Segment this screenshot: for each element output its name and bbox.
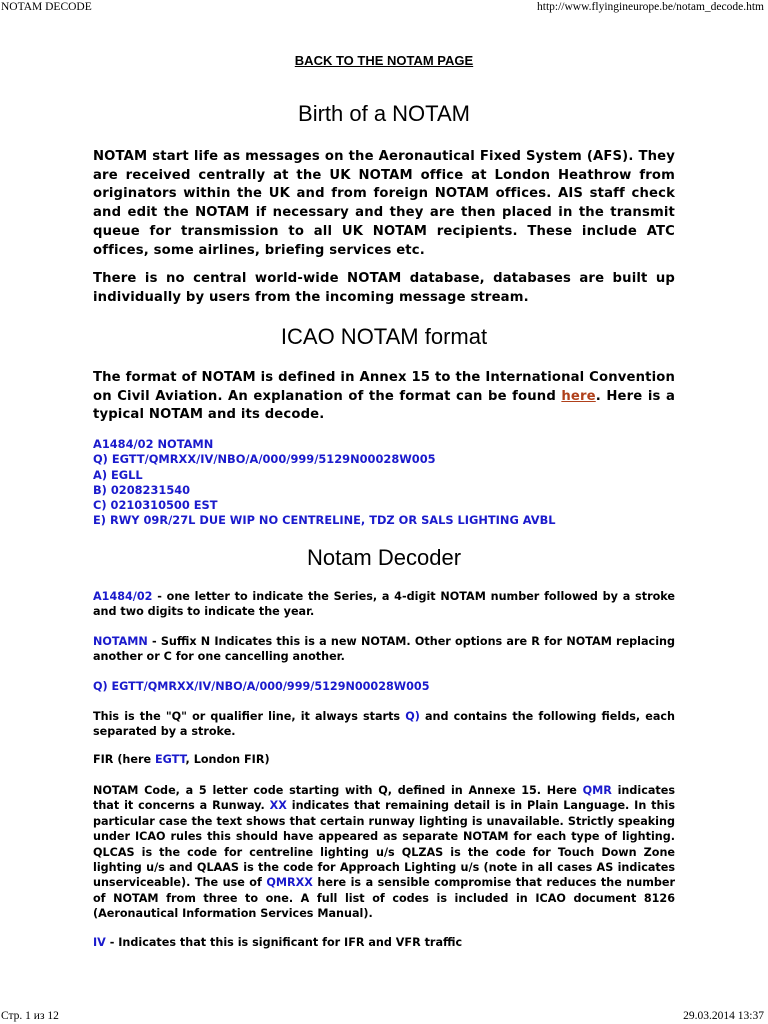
notamn-text: - Suffix N Indicates this is a new NOTAM. Other options are R for NOTAM replacing another or C for one cancelling another.: [93, 635, 675, 664]
birth-paragraph-2: There is no central world-wide NOTAM database, databases are built up individually by users from the incoming message stream.: [93, 271, 675, 305]
code-xx: XX: [269, 799, 287, 813]
decoder-notam-code: [93, 783, 675, 922]
decoder-fir: [93, 752, 675, 767]
notamn-code: NOTAMN: [93, 635, 148, 648]
icao-text-after: . Here is a typical NOTAM and its decode.: [93, 388, 675, 423]
icao-heading: ICAO NOTAM format: [280, 324, 488, 349]
example-notam: [93, 437, 556, 529]
code-part2: indicates that it concerns a Runway.: [93, 784, 675, 813]
fir-part1: FIR (here: [93, 753, 155, 766]
format-here-link[interactable]: here: [561, 388, 596, 404]
back-to-notam-page-link[interactable]: BACK TO THE NOTAM PAGE: [294, 53, 474, 68]
notam-line: A) EGLL: [93, 467, 143, 482]
notam-line: C) 0210310500 EST: [93, 498, 218, 513]
notam-line: A1484/02 NOTAMN: [93, 437, 214, 451]
decoder-q-description: [93, 709, 675, 740]
code-part4: here is a sensible compromise that reduces the number of NOTAM from three to one. A full list of codes is included in ICAO document 8126 (Aeronautical Information Services Manual).: [93, 876, 675, 921]
notam-line: E) RWY 09R/27L DUE WIP NO CENTRELINE, TDZ OR SALS LIGHTING AVBL: [93, 513, 556, 528]
decoder-iv: [93, 935, 675, 950]
code-part3: indicates that remaining detail is in Plain Language. In this particular case the text shows that certain runway lighting is unavailable. Strictly speaking under ICAO rules this should have appeared as separate NOTAM for each type of lighting. QLCAS is the code for centreline lighting u/s QLZAS is the code for Touch Down Zone lighting u/s and QLAAS is the code for Approach Lighting u/s (note in all cases AS indicates unserviceable). The use of: [93, 799, 675, 890]
q-desc-part2: and contains the following fields, each separated by a stroke.: [93, 710, 675, 739]
icao-text-before: The format of NOTAM is defined in Annex 15 to the International Convention on Civil Aviation. An explanation of the format can be found: [93, 370, 675, 404]
decoder-q-line: Q) EGTT/QMRXX/IV/NBO/A/000/999/5129N00028W005: [93, 680, 430, 693]
print-footer-datetime: 29.03.2014 13:37: [683, 1010, 764, 1022]
decoder-notamn: [93, 634, 675, 665]
q-desc-code: Q): [405, 710, 420, 723]
fir-code: EGTT: [154, 753, 186, 766]
print-header-title: NOTAM DECODE: [1, 1, 92, 13]
decoder-series: [93, 589, 675, 620]
series-text: - one letter to indicate the Series, a 4-digit NOTAM number followed by a stroke and two digits to indicate the year.: [93, 590, 675, 619]
iv-text: - Indicates that this is significant for IFR and VFR traffic: [105, 936, 463, 949]
birth-heading: Birth of a NOTAM: [298, 101, 470, 126]
print-footer-page: Стр. 1 из 12: [1, 1010, 59, 1022]
notam-line: Q) EGTT/QMRXX/IV/NBO/A/000/999/5129N00028W005: [93, 452, 436, 467]
code-qmr: QMR: [582, 784, 612, 797]
decoder-heading: Notam Decoder: [306, 545, 462, 570]
code-qmrxx: QMRXX: [266, 876, 313, 890]
code-part1: NOTAM Code, a 5 letter code starting with Q, defined in Annexe 15. Here: [93, 784, 583, 797]
fir-part2: , London FIR): [185, 753, 270, 766]
birth-paragraph-1: NOTAM start life as messages on the Aeronautical Fixed System (AFS). They are received centrally at the UK NOTAM office at London Heathrow from originators within the UK and from foreign NOTAM offices. AIS staff check and edit the NOTAM if necessary and they are then placed in the transmit queue for transmission to all UK NOTAM recipients. These include ATC offices, some airlines, briefing services etc.: [93, 149, 675, 258]
notam-line: B) 0208231540: [93, 482, 191, 497]
series-code: A1484/02: [93, 590, 153, 603]
print-header-url: http://www.flyingineurope.be/notam_decode.htm: [537, 1, 764, 13]
iv-code: IV: [93, 936, 106, 949]
icao-paragraph: [93, 369, 675, 425]
q-desc-part1: This is the "Q" or qualifier line, it always starts: [93, 710, 406, 723]
